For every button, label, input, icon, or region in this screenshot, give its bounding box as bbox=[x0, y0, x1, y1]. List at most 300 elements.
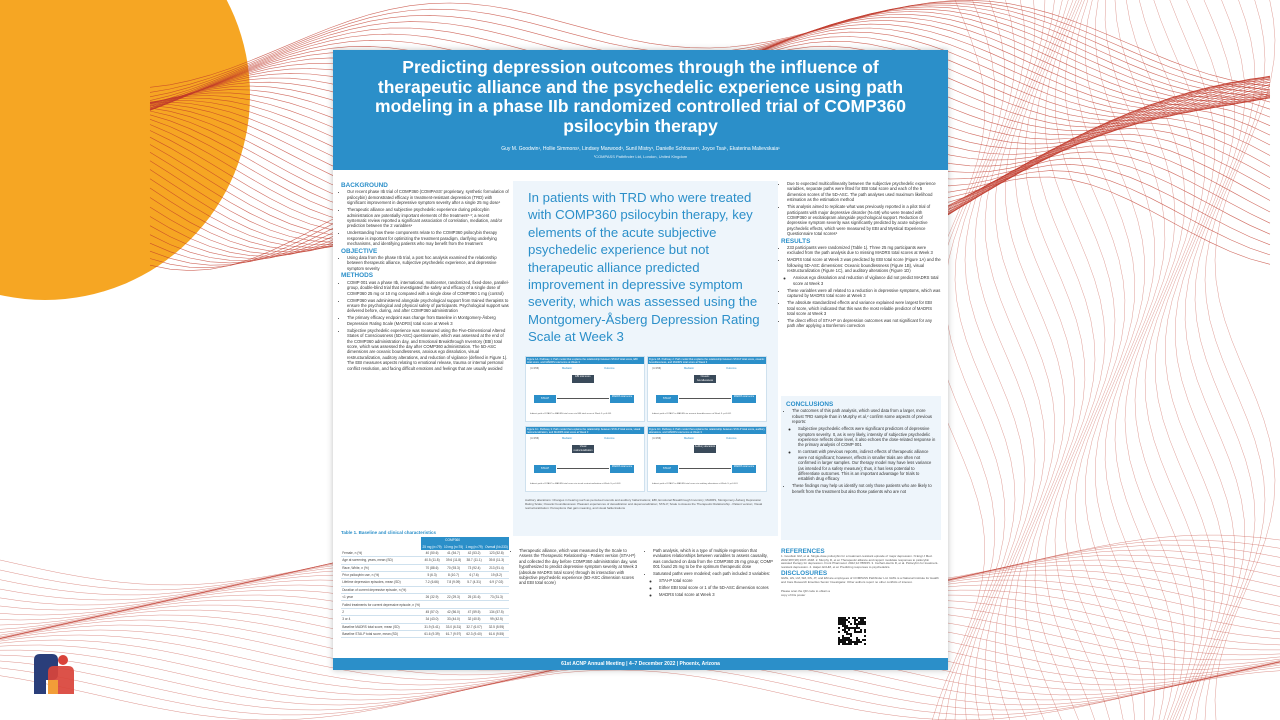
qr-module bbox=[856, 641, 858, 643]
path-model-figure bbox=[525, 356, 645, 422]
table-cell: 25 (31.6) bbox=[464, 594, 484, 601]
figure-mediator-label: Mediator bbox=[562, 367, 573, 370]
table-row bbox=[341, 630, 509, 637]
qr-module bbox=[850, 633, 852, 635]
qr-module bbox=[860, 621, 862, 623]
list-item: ◦ MADRS total score at Week 3 bbox=[659, 592, 775, 597]
table-row bbox=[341, 608, 509, 615]
table-cell: 40 (50.6) bbox=[421, 550, 442, 557]
table-cell: 5 (6.3) bbox=[421, 571, 442, 578]
key-message-panel bbox=[513, 181, 778, 536]
qr-module bbox=[864, 639, 866, 641]
baseline-characteristics-table bbox=[341, 530, 509, 660]
list-item: • MADRS total score at Week 3 was predicted by EBI total score (Figure 1A) and the following 5D-ASC dimensions: Oceanic boundlessness (Figure 1B), visual restructuralization (Figure 1C), and auditory alterations (Figure 1D) bbox=[787, 257, 941, 273]
list-item: • Our recent phase IIb trial of COMP360 (COMPASS' proprietary, synthetic formulation of psilocybin) demonstrated efficacy in treatment-resistant depression (TRD) with significant improvement in depressive symptom severity after a single 25 mg dose¹ bbox=[347, 189, 509, 205]
table-cell: Baseline MADRS total score, mean (SD) bbox=[341, 623, 421, 630]
qr-module bbox=[842, 619, 844, 621]
qr-module bbox=[846, 639, 848, 641]
qr-module bbox=[858, 623, 860, 625]
scientific-poster bbox=[333, 50, 948, 670]
figure-n-label: (n=156) bbox=[652, 437, 662, 440]
qr-module bbox=[850, 641, 852, 643]
table-cell: 99 (42.5) bbox=[484, 616, 509, 623]
wave-line bbox=[1115, 0, 1175, 720]
direct-path-arrow bbox=[557, 468, 609, 469]
table-cell: 70 (93.3) bbox=[443, 564, 464, 571]
qr-module bbox=[838, 617, 840, 619]
table-cell: 73 (92.4) bbox=[464, 564, 484, 571]
qr-module bbox=[842, 639, 844, 641]
table-cell bbox=[484, 586, 509, 593]
right-top-list bbox=[781, 181, 941, 237]
table-row bbox=[341, 586, 509, 593]
qr-module bbox=[840, 621, 842, 623]
table-cell: Age at screening, years, mean (SD) bbox=[341, 557, 421, 564]
outcome-box: MADRS total score bbox=[732, 465, 756, 473]
qr-code-icon[interactable] bbox=[838, 617, 866, 645]
objective-heading: OBJECTIVE bbox=[341, 247, 378, 255]
qr-module bbox=[844, 617, 846, 619]
results-heading: RESULTS bbox=[781, 237, 811, 245]
table-cell: 32.7 (6.07) bbox=[464, 623, 484, 630]
variables-sublist bbox=[647, 578, 775, 597]
predictor-box: STAI-P bbox=[534, 465, 556, 473]
qr-module bbox=[846, 631, 848, 633]
figure-mediator-label: Mediator bbox=[562, 437, 573, 440]
table-cell: 62.3 (9.40) bbox=[464, 630, 484, 637]
qr-module bbox=[846, 643, 848, 645]
list-item: ◦ Either EBI total score or 1 of the 5D-ASC dimension scores bbox=[659, 585, 775, 590]
qr-module bbox=[844, 627, 846, 629]
qr-module bbox=[838, 627, 840, 629]
outcome-box: MADRS total score bbox=[732, 395, 756, 403]
conclusions-heading: CONCLUSIONS bbox=[786, 401, 834, 408]
list-item: • Subjective psychedelic experience was measured using the Five-Dimensional Altered States of Consciousness (5D-ASC) questionnaire, which was assessed at the end of the COMP360 administration day, and Emotional Breakthrough Inventory (EBI) total score, which was assessed the day after COMP360 administration. The 5D-ASC dimensions are oceanic boundlessness, anxious ego dissolution, visual restructuralization, auditory alterations, and reduction of vigilance (defined in Figure 1). The EBI measures aspects relating to emotional release, trauma or internal personal conflict resolution, and facing difficult emotions and feelings that are usually avoided bbox=[347, 328, 509, 371]
qr-module bbox=[842, 623, 844, 625]
table-header-cell: Overall (N=233) bbox=[485, 544, 508, 549]
predictor-box: STAI-P bbox=[656, 465, 678, 473]
table-row bbox=[341, 564, 509, 571]
methods-heading: METHODS bbox=[341, 272, 373, 280]
qr-module bbox=[838, 641, 840, 643]
qr-module bbox=[856, 637, 858, 639]
table-cell: 34 (43.0) bbox=[421, 616, 442, 623]
qr-module bbox=[854, 621, 856, 623]
wave-line bbox=[1205, 0, 1265, 720]
table-cell: 73 (31.3) bbox=[484, 594, 509, 601]
left-column bbox=[341, 181, 509, 373]
list-item: • The outcomes of this path analysis, which used data from a larger, more robust TRD sample than in Murphy et al,² confirm some aspects of previous reports: bbox=[792, 408, 936, 424]
outcome-box: MADRS total score bbox=[610, 395, 634, 403]
table-cell: 6.9 (7.02) bbox=[484, 579, 509, 586]
list-item: • Due to expected multicollinearity between the subjective psychedelic experience variables, separate paths were fitted for EBI total score and each of the 5 dimension scores of the 5D-ASC. The path analyses used maximum likelihood estimation as the estimation method bbox=[787, 181, 941, 203]
qr-module bbox=[848, 627, 850, 629]
qr-module bbox=[846, 619, 848, 621]
qr-module bbox=[844, 629, 846, 631]
qr-module bbox=[842, 637, 844, 639]
list-item: • Therapeutic alliance, which was measured by the Scale to Assess the Therapeutic Relationship - Patient version (STAI-P) and collected the day before COMP360 administration day, was hypothesized to predict depressive symptom severity at Week 3 (absolute MADRS total score) through its interaction with subjective psychedelic experience (5D-ASC dimension scores and EBI total score) bbox=[519, 548, 641, 586]
table-cell: 6 (7.6) bbox=[464, 571, 484, 578]
table-row bbox=[341, 601, 509, 608]
qr-module bbox=[850, 639, 852, 641]
list-item: • The direct effect of STAI-P on depression outcomes was not significant for any path after applying a Bonferroni correction bbox=[787, 318, 941, 329]
qr-module bbox=[860, 641, 862, 643]
poster-footer: 61st ACNP Annual Meeting | 4–7 December 2022 | Phoenix, Arizona bbox=[333, 658, 948, 670]
logo-red-dot bbox=[58, 655, 68, 665]
references-heading: REFERENCES bbox=[781, 548, 825, 555]
list-item: • COMP 001 was a phase IIb, international, multicenter, randomized, fixed-dose, parallel-group, double-blind trial that investigated the safety and efficacy of a single dose of COMP360 25 mg or 10 mg compared with a single dose of COMP360 1 mg (control) bbox=[347, 280, 509, 296]
qr-module bbox=[860, 623, 862, 625]
qr-module bbox=[842, 621, 844, 623]
qr-module bbox=[846, 633, 848, 635]
qr-module bbox=[854, 623, 856, 625]
qr-module bbox=[854, 641, 856, 643]
qr-module bbox=[852, 641, 854, 643]
mediator-box: Auditory alterations bbox=[694, 445, 716, 453]
qr-module bbox=[860, 631, 862, 633]
table-row bbox=[341, 571, 509, 578]
direct-path-arrow bbox=[679, 468, 731, 469]
qr-module bbox=[846, 625, 848, 627]
poster-header-banner bbox=[333, 50, 948, 170]
qr-module bbox=[856, 627, 858, 629]
outcome-box: MADRS total score bbox=[610, 465, 634, 473]
table-cell: 70 (88.6) bbox=[421, 564, 442, 571]
qr-module bbox=[854, 629, 856, 631]
qr-module bbox=[848, 633, 850, 635]
qr-module bbox=[840, 623, 842, 625]
qr-module bbox=[846, 627, 848, 629]
table-cell: 32 (40.5) bbox=[464, 616, 484, 623]
figure-footer: Indirect path of STAI-P to MADRS total score via EBI total score at Week 3: p<0.001 bbox=[530, 413, 612, 415]
qr-module bbox=[842, 629, 844, 631]
conclusions-list bbox=[786, 408, 936, 424]
qr-module bbox=[862, 621, 864, 623]
qr-module bbox=[864, 617, 866, 619]
table-cell: 40.5 (11.8) bbox=[421, 557, 442, 564]
qr-module bbox=[846, 637, 848, 639]
qr-module bbox=[844, 631, 846, 633]
table-cell: 42 (56.0) bbox=[443, 608, 464, 615]
table-cell: Baseline STAI-P total score, mean (SD) bbox=[341, 630, 421, 637]
table-cell bbox=[464, 601, 484, 608]
path-model-figure bbox=[647, 426, 767, 492]
table-cell: 33.0 (6.31) bbox=[443, 623, 464, 630]
methods-list bbox=[341, 280, 509, 371]
mid-right-column bbox=[647, 548, 775, 599]
list-item: ◦ STAI-P total score bbox=[659, 578, 775, 583]
qr-module bbox=[838, 643, 840, 645]
table-cell: 39.8 (11.3) bbox=[484, 557, 509, 564]
wave-line bbox=[1035, 0, 1095, 720]
list-item: • Saturated paths were modeled; each path included 3 variables: bbox=[653, 571, 775, 576]
table-cell bbox=[443, 586, 464, 593]
qr-module bbox=[844, 637, 846, 639]
qr-module bbox=[848, 637, 850, 639]
table-cell bbox=[464, 586, 484, 593]
figure-outcome-label: Outcome bbox=[604, 367, 615, 370]
data-table bbox=[341, 537, 509, 638]
table-cell bbox=[421, 601, 442, 608]
figure-footer: Indirect path of STAI-P to MADRS total score via auditory alterations at Week 3: p<0.001 bbox=[652, 483, 738, 485]
list-item: • Using data from the phase IIb trial, a post hoc analysis examined the relationship between therapeutic alliance, subjective psychedelic experience, and depressive symptom severity bbox=[347, 255, 509, 271]
qr-module bbox=[852, 617, 854, 619]
direct-path-arrow bbox=[557, 398, 609, 399]
wave-line bbox=[1025, 0, 1085, 720]
qr-module bbox=[848, 621, 850, 623]
qr-module bbox=[844, 619, 846, 621]
predictor-box: STAI-P bbox=[656, 395, 678, 403]
list-item: • This analysis aimed to replicate what was previously reported in a pilot trial of participants with major depressive disorder (N=59) who were treated with COMP360 or escitalopram alongside psychological support. Reduction of depressive symptom severity was significantly predicted by acute subjective psychedelic effects, which were measured by EBI and Mystical Experience Questionnaire total scores⁵ bbox=[787, 204, 941, 236]
qr-module bbox=[844, 639, 846, 641]
table-cell: 32.5 (5.95) bbox=[484, 623, 509, 630]
qr-module bbox=[854, 631, 856, 633]
qr-module bbox=[858, 631, 860, 633]
list-item: • The primary efficacy endpoint was change from Baseline in Montgomery-Åsberg Depression Rating Scale (MADRS) total score at Week 3 bbox=[347, 315, 509, 326]
qr-module bbox=[862, 619, 864, 621]
table-row bbox=[341, 616, 509, 623]
path-model-figure bbox=[525, 426, 645, 492]
qr-module bbox=[848, 641, 850, 643]
table-cell: Race, White, n (%) bbox=[341, 564, 421, 571]
table-title: Table 1. Baseline and clinical characteristics bbox=[341, 530, 436, 535]
list-item: • Path analysis, which is a type of multiple regression that evaluates relationships between variables to assess causality, was conducted on data from the COMP360 25 mg group; COMP 001 found 25 mg to be the optimum therapeutic dose bbox=[653, 548, 775, 570]
qr-module bbox=[856, 639, 858, 641]
table-cell: 26 (32.9) bbox=[421, 594, 442, 601]
qr-module bbox=[864, 635, 866, 637]
mediator-box: Visual restructuralization bbox=[573, 445, 593, 452]
qr-module bbox=[840, 641, 842, 643]
qr-module bbox=[858, 617, 860, 619]
poster-title: Predicting depression outcomes through the influence of therapeutic alliance and the psychedelic experience using path modeling in a phase IIb randomized controlled trial of COMP360 psilocybin therapy bbox=[375, 57, 906, 136]
list-item: ◦ Subjective psychedelic effects were significant predictors of depressive symptom severity. It, as is very likely, intensity of subjective psychedelic experience reflects dose level, it also echoes the dose-related response in the primary analysis of COMP 001 bbox=[798, 426, 936, 448]
table-cell: 41 (54.7) bbox=[443, 550, 464, 557]
figure-outcome-label: Outcome bbox=[726, 367, 737, 370]
table-header-cell: 25 mg (n=79) bbox=[422, 544, 442, 549]
qr-module bbox=[858, 627, 860, 629]
table-cell: 213 (91.4) bbox=[484, 564, 509, 571]
figure-footer: Indirect path of STAI-P to MADRS total score via visual restructuralization at Week 3: p<0.001 bbox=[530, 483, 621, 485]
table-cell: 33 (44.0) bbox=[443, 616, 464, 623]
conclusions-panel bbox=[781, 396, 941, 540]
qr-module bbox=[864, 631, 866, 633]
figure-mediator-label: Mediator bbox=[684, 367, 695, 370]
qr-module bbox=[862, 639, 864, 641]
list-item: • COMP360 was administered alongside psychological support from trained therapists to ensure the psychological and physical safety of participants. Psychological support was delivered before, during, and after COMP360 administration bbox=[347, 298, 509, 314]
table-cell: Duration of current depressive episode, n (%) bbox=[341, 586, 421, 593]
logo-orange-shape bbox=[48, 680, 58, 694]
table-cell bbox=[484, 601, 509, 608]
table-cell: 61.7 (9.97) bbox=[443, 630, 464, 637]
figure-title: Figure 1C. Pathway 3: Path model that explains the relationship between STAI-P total score, visual restructuralization, and MADRS total score at Week 3 bbox=[526, 427, 644, 434]
predictor-box: STAI-P bbox=[534, 395, 556, 403]
mediator-box: Oceanic boundlessness bbox=[694, 375, 716, 383]
disclosures-text: GMG, HS, LM, SM, DS, JT, and EM are employees of COMPASS Pathfinder Ltd. GMG is a National Institute for Health and Care Research Emeritus Senior Investigator. Other authors report no other conflicts of interest. bbox=[781, 575, 939, 584]
qr-module bbox=[840, 639, 842, 641]
qr-module bbox=[842, 617, 844, 619]
qr-module bbox=[860, 619, 862, 621]
results-sublist bbox=[781, 275, 941, 286]
table-cell: 8 (10.7) bbox=[443, 571, 464, 578]
qr-module bbox=[862, 617, 864, 619]
direct-path-arrow bbox=[679, 398, 731, 399]
qr-module bbox=[838, 637, 840, 639]
wave-line bbox=[1055, 0, 1115, 720]
table-cell: <1 year bbox=[341, 594, 421, 601]
qr-module bbox=[856, 623, 858, 625]
qr-module bbox=[858, 621, 860, 623]
table-cell: 7.2 (6.66) bbox=[421, 579, 442, 586]
wave-line bbox=[1045, 0, 1105, 720]
qr-module bbox=[864, 621, 866, 623]
qr-module bbox=[848, 629, 850, 631]
results-list bbox=[781, 245, 941, 274]
mediator-box: EBI total score bbox=[572, 375, 594, 383]
qr-module bbox=[838, 639, 840, 641]
right-column bbox=[781, 181, 941, 330]
qr-module bbox=[850, 627, 852, 629]
figure-title: Figure 1D. Pathway 4: Path model that explains the relationship between STAI-P total score, auditory alterations, and MADRS total score at Week 3 bbox=[649, 428, 765, 434]
table-row bbox=[341, 557, 509, 564]
table-cell: 31.9 (5.41) bbox=[421, 623, 442, 630]
table-cell: 5.7 (4.31) bbox=[464, 579, 484, 586]
qr-module bbox=[860, 629, 862, 631]
figure-n-label: (n=156) bbox=[530, 367, 540, 370]
orange-circle bbox=[0, 0, 250, 300]
qr-module bbox=[842, 643, 844, 645]
qr-note: Please scan the QR code to obtain a copy of this poster bbox=[781, 589, 830, 598]
qr-module bbox=[844, 623, 846, 625]
table-cell: 134 (57.5) bbox=[484, 608, 509, 615]
table-row bbox=[341, 550, 509, 557]
conclusions-list-continued bbox=[786, 483, 936, 494]
results-list-continued bbox=[781, 288, 941, 329]
table-cell: 38.7 (11.1) bbox=[464, 557, 484, 564]
list-item: ◦ Anxious ego dissolution and reduction of vigilance did not predict MADRS total score at Week 3 bbox=[793, 275, 941, 286]
list-item: • Therapeutic alliance and subjective psychedelic experience during psilocybin administration are potentially important elements of the treatment²·³; a recent systematic review reported a significant association of correlation, mediation, and/or prediction between the 2 variables⁴ bbox=[347, 207, 509, 229]
qr-module bbox=[848, 639, 850, 641]
qr-module bbox=[854, 627, 856, 629]
table-cell: 2 bbox=[341, 608, 421, 615]
background-heading: BACKGROUND bbox=[341, 182, 388, 189]
qr-module bbox=[854, 643, 856, 645]
qr-module bbox=[842, 635, 844, 637]
key-message: In patients with TRD who were treated with COMP360 psilocybin therapy, key elements of the acute subjective psychedelic experience but not therapeutic alliance predicted improvement in depressive symptom severity, which was assessed using the Montgomery-Åsberg Depression Rating Scale at Week 3 bbox=[528, 190, 760, 345]
qr-module bbox=[864, 629, 866, 631]
qr-module bbox=[856, 625, 858, 627]
table-row bbox=[341, 594, 509, 601]
figure-mediator-label: Mediator bbox=[684, 437, 695, 440]
wave-line bbox=[965, 0, 1025, 720]
objective-list bbox=[341, 255, 509, 271]
table-header-cell: 1 mg (n=79) bbox=[465, 544, 483, 549]
table-cell: 123 (52.8) bbox=[484, 550, 509, 557]
list-item: • Understanding how these components relate to the COMP360 psilocybin therapy response is important for optimizing the treatment paradigm, clarifying underlying mechanisms, and identifying patients who may benefit from the treatment bbox=[347, 230, 509, 246]
qr-module bbox=[844, 621, 846, 623]
qr-module bbox=[840, 617, 842, 619]
list-item: ◦ In contrast with previous reports, indirect effects of therapeutic alliance were not significant; however, effects in smaller trials are often not confirmed in larger samples. Our therapy model may have less variance (as intended for a safety measure); thus, it has less potential to differentiate outcomes. This is an important advantage for trials to establish drug efficacy bbox=[798, 449, 936, 481]
qr-module bbox=[838, 621, 840, 623]
qr-module bbox=[850, 643, 852, 645]
path-model-figure bbox=[647, 356, 767, 422]
table-cell: 42 (53.2) bbox=[464, 550, 484, 557]
disclosures-heading: DISCLOSURES bbox=[781, 569, 828, 577]
table-cell bbox=[443, 601, 464, 608]
table-cell: 19 (8.2) bbox=[484, 571, 509, 578]
table-cell: 22 (29.3) bbox=[443, 594, 464, 601]
table-cell: Lifetime depression episodes, mean (SD) bbox=[341, 579, 421, 586]
table-cell: 39.6 (11.8) bbox=[443, 557, 464, 564]
table-cell: Failed treatments for current depressive episode, n (%) bbox=[342, 602, 420, 607]
table-cell: Prior psilocybin use, n (%) bbox=[341, 571, 421, 578]
qr-module bbox=[860, 617, 862, 619]
qr-module bbox=[862, 623, 864, 625]
table-cell: 3 or 4 bbox=[341, 616, 421, 623]
qr-module bbox=[858, 641, 860, 643]
table-row bbox=[341, 579, 509, 586]
table-cell: 61.6 (9.55) bbox=[484, 630, 509, 637]
references-section bbox=[781, 548, 941, 598]
poster-authors: Guy M. Goodwin¹, Hollie Simmons¹, Lindsey Marwood¹, Sunil Mistry¹, Danielle Schlosser¹, Joyce Tsai¹, Ekaterina Malievskaia¹ bbox=[501, 146, 780, 152]
figure-n-label: (n=156) bbox=[652, 367, 662, 370]
qr-module bbox=[844, 625, 846, 627]
table-cell: 45 (57.0) bbox=[421, 608, 442, 615]
qr-module bbox=[856, 619, 858, 621]
qr-module bbox=[842, 625, 844, 627]
figure-title: Figure 1A. Pathway 1: Path model that explains the relationship between STAI-P total score, EBI total score, and MADRS total score at Week 3 bbox=[526, 357, 644, 364]
qr-module bbox=[854, 619, 856, 621]
qr-module bbox=[850, 635, 852, 637]
table-body bbox=[341, 550, 509, 638]
poster-affiliation: ¹COMPASS Pathfinder Ltd, London, United Kingdom bbox=[593, 154, 688, 159]
list-item: • 233 participants were randomized (Table 1). Three 25 mg participants were excluded from the path analysis due to missing MADRS total scores at Week 3 bbox=[787, 245, 941, 256]
mid-right-list bbox=[647, 548, 775, 577]
table-cell: 61.6 (9.39) bbox=[421, 630, 442, 637]
table-header-cell: COMP360 bbox=[421, 537, 484, 543]
mid-left-list bbox=[513, 548, 641, 586]
conclusions-sublist bbox=[786, 426, 936, 482]
background-list bbox=[341, 189, 509, 246]
qr-module bbox=[848, 643, 850, 645]
qr-module bbox=[864, 623, 866, 625]
wave-line-pattern-right bbox=[925, 0, 1275, 720]
qr-module bbox=[850, 623, 852, 625]
brand-logo-icon bbox=[34, 654, 80, 694]
table-cell: 47 (59.5) bbox=[464, 608, 484, 615]
table-cell: 7.8 (9.09) bbox=[443, 579, 464, 586]
mid-left-column bbox=[513, 548, 641, 587]
table-cell: Female, n (%) bbox=[341, 550, 421, 557]
list-item: • These findings may help us identify not only those patients who are likely to benefit from the treatment but also those patients who are not bbox=[792, 483, 936, 494]
references-text: 1. Goodwin GM, et al. Single-dose psilocybin for a treatment-resistant episode of major depression. N Engl J Med. 2022;387(18):1637-1648. 2. Murphy R, et al. Therapeutic alliance and rapport modulate responses to psilocybin assisted therapy for depression. Front Pharmacol. 2022;12:788155. 3. Carhart-Harris R, et al. Psilocybin for treatment-resistant depression. 4. Haijen ECHM, et al. Predicting responses to psychedelics. bbox=[781, 553, 939, 570]
qr-module bbox=[838, 631, 840, 633]
qr-module bbox=[842, 641, 844, 643]
table-header-cell: 10 mg (n=75) bbox=[443, 544, 464, 549]
table-row bbox=[341, 623, 509, 630]
qr-module bbox=[840, 619, 842, 621]
qr-module bbox=[852, 627, 854, 629]
qr-module bbox=[844, 643, 846, 645]
figure-n-label: (n=156) bbox=[530, 437, 540, 440]
qr-module bbox=[856, 631, 858, 633]
figure-grid bbox=[525, 356, 766, 492]
figure-outcome-label: Outcome bbox=[726, 437, 737, 440]
qr-module bbox=[838, 619, 840, 621]
qr-module bbox=[856, 643, 858, 645]
figure-title: Figure 1B. Pathway 2: Path model that explains the relationship between STAI-P total score, oceanic boundlessness, and MADRS total score at Week 3 bbox=[649, 358, 765, 364]
qr-module bbox=[864, 643, 866, 645]
qr-module bbox=[858, 639, 860, 641]
